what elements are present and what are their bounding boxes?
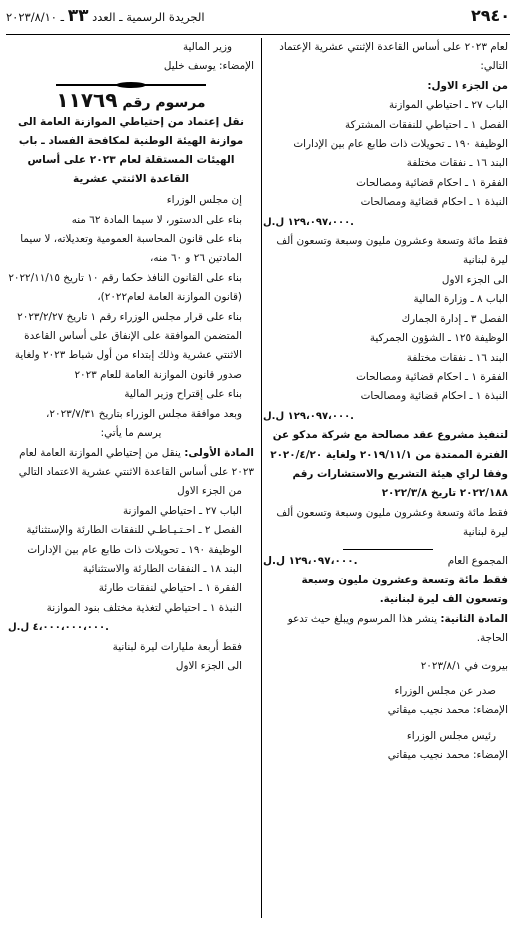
- amount: ١٢٩،٠٩٧،٠٠٠ ل.ل.: [263, 410, 354, 422]
- budget-line: البند ١٦ ـ نفقات مختلفة: [406, 351, 508, 364]
- total-label: المجموع العام: [447, 554, 508, 567]
- budget-line: النبذة ١ ـ احتياطي لتغذية مختلف بنود الموازنة: [46, 601, 242, 614]
- total-in-words: فقط مائة وتسعة وعشرون مليون وسبعة وتسعون الف ليرة لبنانية.: [301, 573, 508, 606]
- running-head: [6, 6, 205, 26]
- amount-in-words: فقط مائة وتسعة وعشرون مليون وسبعة وتسعون ألف ليرة لبنانية: [276, 235, 508, 267]
- preamble-line: بناء على الدستور، لا سيما المادة ٦٢ منه: [71, 213, 242, 226]
- preamble-line: وبعد موافقة مجلس الوزراء بتاريخ ٢٠٢٣/٧/٣١،: [46, 407, 242, 420]
- amount-in-words: فقط أربعة مليارات ليرة لبنانية: [112, 640, 242, 653]
- budget-line: الفقرة ١ ـ احكام قضائية ومصالحات: [356, 176, 508, 189]
- article-two-label: المادة الثانية:: [440, 612, 508, 625]
- total-amount: ١٢٩،٠٩٧،٠٠٠ ل.ل.: [263, 554, 358, 567]
- preamble-line: بناء على القانون النافذ حكما رقم ١٠ تاريخ ٢٠٢٢/١١/١٥ (قانون الموازنة العامة لعام٢٠٢٢)،: [8, 271, 242, 304]
- budget-line: الفصل ٢ ـ احـتـيـاطـي للنفقات الطارئة والإستثنائية: [26, 524, 242, 537]
- ornament-divider: [56, 83, 206, 87]
- amount-in-words: فقط مائة وتسعة وعشرون مليون وسبعة وتسعون ألف ليرة لبنانية: [276, 506, 508, 539]
- budget-line: الوظيفة ١٩٠ ـ تحويلات ذات طابع عام بين الإدارات: [27, 543, 242, 556]
- issued-by: صدر عن مجلس الوزراء: [394, 685, 496, 697]
- article-one-text: ينقل من إحتياطي الموازنة العامة لعام ٢٠٢٣ على أساس القاعدة الاثنتي عشرية الاعتماد التالي: [18, 446, 254, 478]
- budget-line: الباب ٨ ـ وزارة المالية: [413, 293, 508, 306]
- preamble-line: إن مجلس الوزراء: [166, 194, 242, 207]
- right-column: [263, 38, 508, 766]
- intro-line: لعام ٢٠٢٣ على أساس القاعدة الإثنتي عشرية الإعتماد التالي:: [279, 41, 508, 73]
- page-number: ٢٩٤٠: [470, 6, 510, 25]
- budget-line: النبذة ١ ـ احكام قضائية ومصالحات: [360, 390, 508, 403]
- budget-line: الى الجزء الاول: [441, 273, 508, 286]
- preamble-line: بناء على قرار مجلس الوزراء رقم ١ تاريخ ٢٠٢٣/٢/٢٧ المتضمن الموافقة على الإنفاق على أساس القاعدة الاثنتي عشرية وذلك إبتداء من أول شباط ٢٠٢٣ ولغاية صدور قانون الموازنة العامة للعام ٢٠٢٣: [14, 310, 242, 381]
- budget-line: البند ١٦ ـ نفقات مختلفة: [406, 157, 508, 170]
- amount: ١٢٩،٠٩٧،٠٠٠ ل.ل.: [263, 216, 354, 228]
- budget-line: الباب ٢٧ ـ احتياطي الموازنة: [122, 504, 242, 517]
- budget-line: الوظيفة ١٩٠ ـ تحويلات ذات طابع عام بين الإدارات: [293, 138, 508, 151]
- place-date: بيروت في ٢٠٢٣/٨/١: [420, 659, 508, 672]
- amount: ٤،٠٠٠،٠٠٠،٠٠٠ ل.ل.: [8, 622, 109, 634]
- budget-line: الفصل ٣ ـ إدارة الجمارك: [401, 312, 508, 325]
- decree-title: نقل إعتماد من إحتياطي الموازنة العامة الى موازنة الهيئة الوطنية لمكافحة الفساد ـ باب الهيئات المستقلة لعام ٢٠٢٣ على أساس القاعدة الاثنتي عشرية: [18, 116, 244, 186]
- signature-line: الإمضاء: يوسف خليل: [163, 60, 254, 73]
- budget-line: من الجزء الاول: [177, 485, 242, 498]
- decree-number: [8, 87, 254, 113]
- running-head-title: الجريدة الرسمية ـ العدد: [92, 10, 205, 24]
- article-one: [8, 444, 254, 483]
- running-head-date: ـ ٢٠٢٣/٨/١٠: [6, 10, 65, 24]
- budget-line: الفقرة ١ ـ احتياطي لنفقات طارئة: [98, 582, 242, 595]
- budget-line: الفصل ١ ـ احتياطي للنفقات المشتركة: [345, 118, 508, 131]
- budget-line: النبذة ١ ـ احكام قضائية ومصالحات: [360, 196, 508, 209]
- article-two: [263, 610, 508, 649]
- article-one-label: المادة الأولى:: [184, 446, 254, 459]
- header-rule: [6, 34, 510, 35]
- signature-line: الإمضاء: محمد نجيب ميقاتي: [387, 704, 508, 717]
- decrees-line: يرسم ما يأتي:: [100, 427, 162, 440]
- decree-label: مرسوم رقم: [122, 94, 206, 111]
- purpose-paragraph: لتنفيذ مشروع عقد مصالحة مع شركة مدكو عن الفترة الممتدة من ٢٠١٩/١١/١ ولغاية ٢٠٢٠/٤/٢٠ وفقا لراي هيئة التشريع والاستشارات رقم ٢٠٢٢/١٨٨ تاريخ ٢٠٢٢/٣/٨: [270, 429, 508, 500]
- issue-number: ٣٣: [67, 6, 89, 26]
- budget-line: الوظيفة ١٢٥ ـ الشؤون الجمركية: [369, 332, 508, 345]
- total-row: [263, 552, 508, 571]
- left-column: [8, 38, 254, 676]
- page-header: [6, 6, 510, 28]
- preamble-line: بناء على إقتراح وزير المالية: [124, 388, 242, 401]
- budget-line: الى الجزء الاول: [175, 659, 242, 672]
- section-heading: من الجزء الاول:: [427, 79, 508, 92]
- total-rule: [343, 549, 433, 550]
- budget-line: الباب ٢٧ ـ احتياطي الموازنة: [388, 99, 508, 112]
- budget-line: الفقرة ١ ـ احكام قضائية ومصالحات: [356, 370, 508, 383]
- decree-num: ١١٧٦٩: [56, 87, 118, 112]
- article-two-text: ينشر هذا المرسوم ويبلغ حيث تدعو الحاجة.: [287, 612, 508, 645]
- minister-title: وزير المالية: [182, 41, 232, 53]
- pm-title: رئيس مجلس الوزراء: [406, 729, 496, 742]
- preamble-line: بناء على قانون المحاسبة العمومية وتعديلاته، لا سيما المادتين ٢٦ و ٦٠ منه،: [20, 233, 242, 265]
- signature-line: الإمضاء: محمد نجيب ميقاتي: [387, 749, 508, 762]
- budget-line: البند ١٨ ـ النفقات الطارئة والاستثنائية: [82, 562, 242, 575]
- column-divider: [261, 38, 262, 918]
